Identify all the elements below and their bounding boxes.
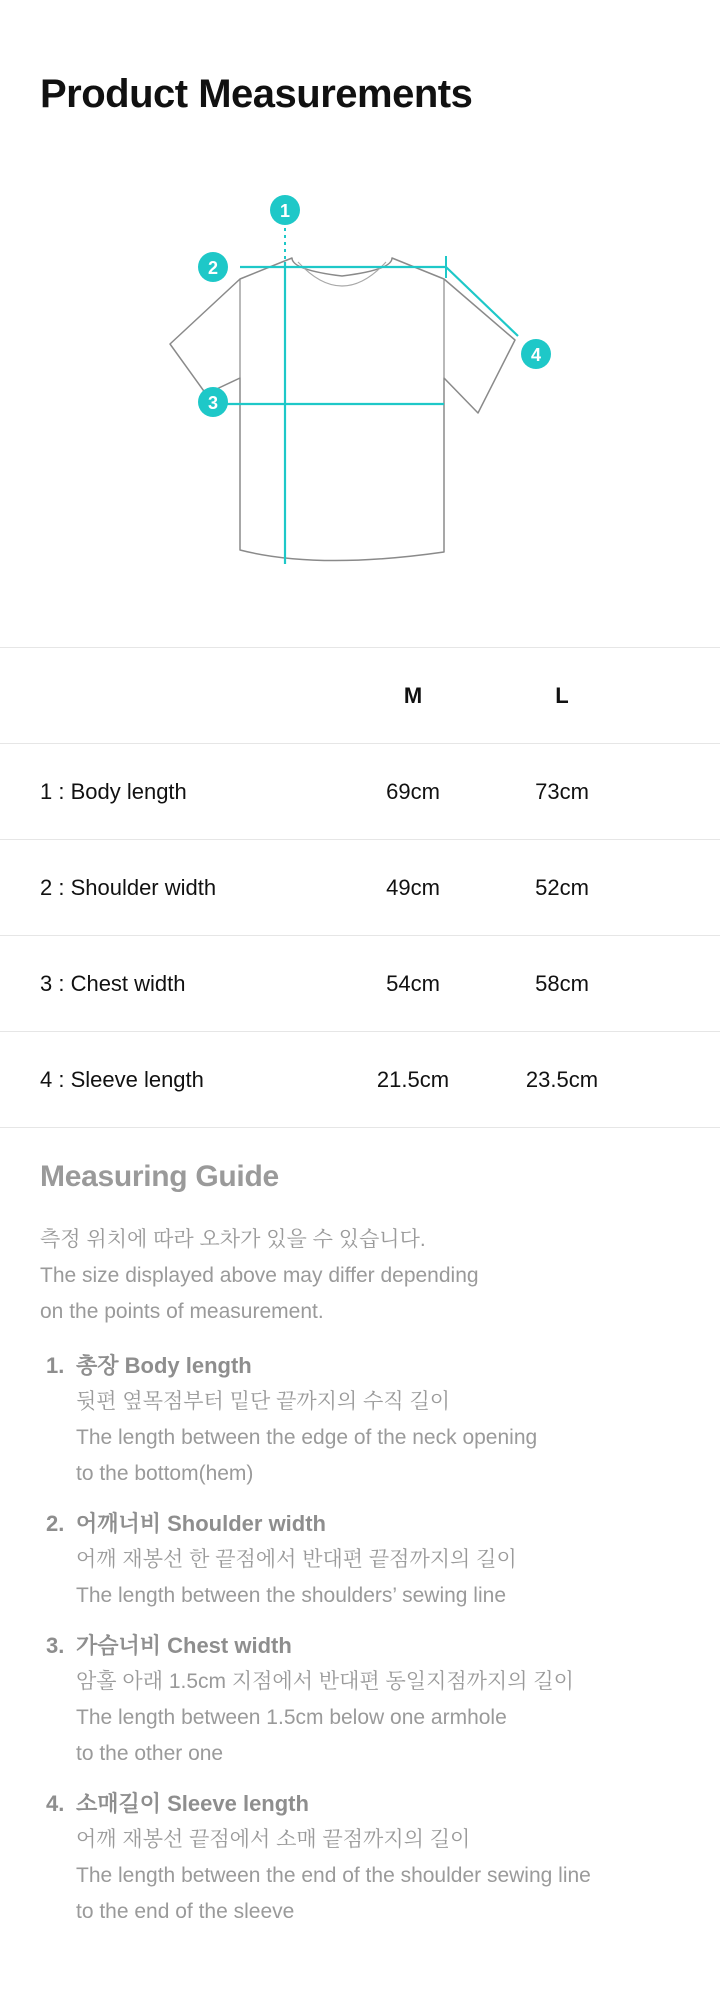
table-row-chest-width	[0, 935, 720, 1031]
guide-title: Measuring Guide	[40, 1160, 279, 1193]
guide-item-line: The length between the edge of the neck opening	[76, 1426, 538, 1449]
table-row-shoulder-width	[0, 839, 720, 935]
size-table-header	[0, 647, 720, 743]
marker-2	[198, 252, 228, 282]
cell-m: 49cm	[386, 875, 440, 900]
column-header-m: M	[403, 683, 423, 708]
guide-item-heading: 가슴너비 Chest width	[76, 1633, 292, 1658]
measurement-diagram	[0, 180, 720, 590]
table-row-sleeve-length	[0, 1031, 720, 1128]
cell-l: 52cm	[535, 875, 589, 900]
marker-4-label: 4	[530, 345, 542, 365]
row-label: 2 : Shoulder width	[40, 875, 217, 900]
tshirt-diagram-svg	[0, 180, 720, 590]
guide-item-line: The length between 1.5cm below one armhole	[76, 1706, 507, 1729]
guide-item-text	[76, 1384, 696, 1492]
guide-item-text	[76, 1822, 696, 1930]
marker-1-label: 1	[279, 201, 291, 221]
guide-item-number: 4.	[46, 1791, 65, 1816]
guide-item-line: 어깨 재봉선 끝점에서 소매 끝점까지의 길이	[76, 1828, 471, 1851]
guide-item-number: 2.	[46, 1511, 65, 1536]
size-table	[0, 647, 720, 1128]
guide-intro	[40, 1222, 680, 1330]
guide-intro-line: on the points of measurement.	[40, 1300, 324, 1323]
guide-item-heading: 어깨너비 Shoulder width	[76, 1511, 326, 1536]
guide-item-line: to the other one	[76, 1742, 224, 1765]
cell-m: 21.5cm	[376, 1067, 450, 1092]
table-row-body-length	[0, 743, 720, 839]
guide-intro-line: 측정 위치에 따라 오차가 있을 수 있습니다.	[40, 1228, 426, 1251]
guide-item-number: 3.	[46, 1633, 65, 1658]
guide-item-line: 어깨 재봉선 한 끝점에서 반대편 끝점까지의 길이	[76, 1548, 517, 1571]
guide-item-heading: 총장 Body length	[76, 1353, 252, 1378]
cell-l: 73cm	[535, 779, 589, 804]
guide-item-line: The length between the end of the shoulder sewing line	[76, 1864, 591, 1887]
marker-4	[521, 339, 551, 369]
marker-3-label: 3	[207, 393, 219, 413]
cell-m: 69cm	[386, 779, 440, 804]
row-label: 4 : Sleeve length	[40, 1067, 204, 1092]
marker-2-label: 2	[207, 258, 219, 278]
guide-item-line: The length between the shoulders’ sewing line	[76, 1584, 506, 1607]
column-header-l: L	[555, 683, 569, 708]
guide-item-line: 암홀 아래 1.5cm 지점에서 반대편 동일지점까지의 길이	[76, 1670, 574, 1693]
marker-1	[270, 195, 300, 225]
guide-item-line: 뒷편 옆목점부터 밑단 끝까지의 수직 길이	[76, 1390, 451, 1413]
row-label: 1 : Body length	[40, 779, 187, 804]
guide-item-text	[76, 1664, 696, 1772]
marker-3	[198, 387, 228, 417]
row-label: 3 : Chest width	[40, 971, 186, 996]
guide-item-line: to the end of the sleeve	[76, 1900, 295, 1923]
guide-item-line: to the bottom(hem)	[76, 1462, 254, 1485]
guide-item-heading: 소매길이 Sleeve length	[76, 1791, 309, 1816]
cell-l: 23.5cm	[525, 1067, 599, 1092]
guide-item-text	[76, 1542, 696, 1614]
guide-intro-line: The size displayed above may differ depending	[40, 1264, 479, 1287]
guide-item-number: 1.	[46, 1353, 65, 1378]
cell-l: 58cm	[535, 971, 589, 996]
cell-m: 54cm	[386, 971, 440, 996]
page-title: Product Measurements	[40, 72, 473, 116]
